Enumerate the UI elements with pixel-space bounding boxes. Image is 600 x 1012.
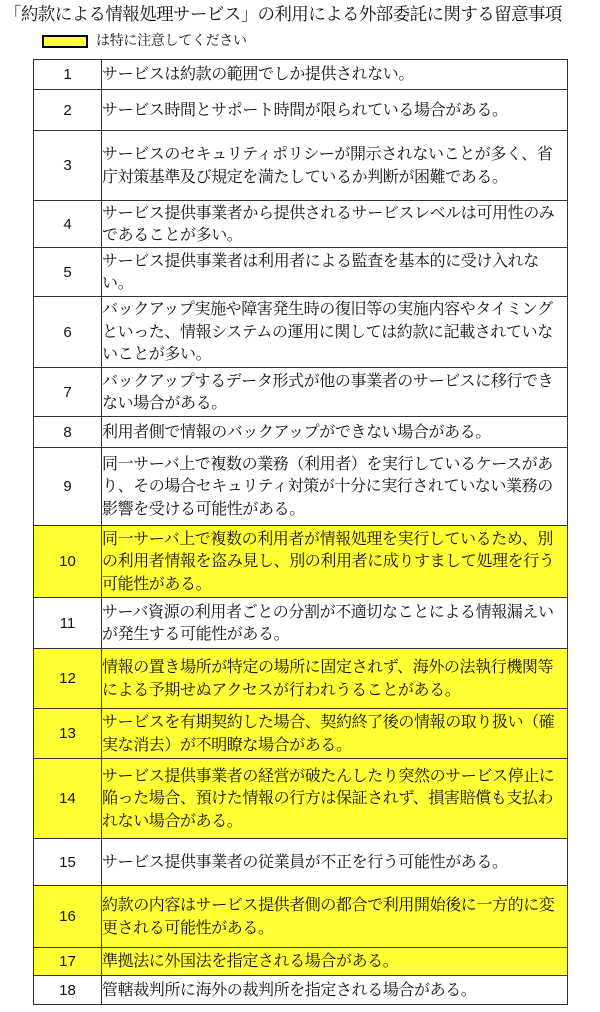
row-number: 2 <box>34 90 102 131</box>
row-text: サービス時間とサポート時間が限られている場合がある。 <box>102 90 568 131</box>
page-title: 「約款による情報処理サービス」の利用による外部委託に関する留意事項 <box>4 5 562 25</box>
row-number: 15 <box>34 839 102 886</box>
row-number: 4 <box>34 201 102 248</box>
legend-text: は特に注意してください <box>96 33 247 49</box>
row-number: 17 <box>34 948 102 976</box>
table-row <box>34 368 568 417</box>
table-row <box>34 248 568 297</box>
row-text: サービスのセキュリティポリシーが開示されないことが多く、省庁対策基準及び規定を満たしているか判断が困難である。 <box>102 131 568 201</box>
table-row <box>34 976 568 1005</box>
row-text: サービス提供事業者は利用者による監査を基本的に受け入れない。 <box>102 248 568 297</box>
row-text: 準拠法に外国法を指定される場合がある。 <box>102 948 568 976</box>
table-row <box>34 131 568 201</box>
table-row <box>34 297 568 368</box>
row-text: サーバ資源の利用者ごとの分割が不適切なことによる情報漏えいが発生する可能性がある。 <box>102 598 568 649</box>
row-number: 16 <box>34 886 102 948</box>
row-text: 約款の内容はサービス提供者側の都合で利用開始後に一方的に変更される可能性がある。 <box>102 886 568 948</box>
table-row <box>34 886 568 948</box>
row-number: 8 <box>34 417 102 448</box>
table-row <box>34 526 568 598</box>
row-number: 10 <box>34 526 102 598</box>
row-text: バックアップ実施や障害発生時の復旧等の実施内容やタイミングといった、情報システムの運用に関しては約款に記載されていないことが多い。 <box>102 297 568 368</box>
legend-highlight-swatch <box>42 35 88 48</box>
row-text: 同一サーバ上で複数の業務（利用者）を実行しているケースがあり、その場合セキュリティ対策が十分に実行されていない業務の影響を受ける可能性がある。 <box>102 448 568 526</box>
row-number: 18 <box>34 976 102 1005</box>
row-text: 同一サーバ上で複数の利用者が情報処理を実行しているため、別の利用者情報を盗み見し、別の利用者に成りすまして処理を行う可能性がある。 <box>102 526 568 598</box>
row-text: サービスを有期契約した場合、契約終了後の情報の取り扱い（確実な消去）が不明瞭な場合がある。 <box>102 709 568 759</box>
table-row <box>34 201 568 248</box>
table-row <box>34 709 568 759</box>
row-number: 9 <box>34 448 102 526</box>
row-number: 7 <box>34 368 102 417</box>
table-row <box>34 417 568 448</box>
table-row <box>34 60 568 90</box>
row-number: 1 <box>34 60 102 90</box>
row-number: 6 <box>34 297 102 368</box>
precautions-table <box>33 59 568 1005</box>
row-text: サービス提供事業者の経営が破たんしたり突然のサービス停止に陥った場合、預けた情報の行方は保証されず、損害賠償も支払われない場合がある。 <box>102 759 568 839</box>
row-number: 11 <box>34 598 102 649</box>
row-text: サービス提供事業者の従業員が不正を行う可能性がある。 <box>102 839 568 886</box>
row-text: 情報の置き場所が特定の場所に固定されず、海外の法執行機関等による予期せぬアクセスが行われうることがある。 <box>102 649 568 709</box>
table-row <box>34 448 568 526</box>
row-number: 14 <box>34 759 102 839</box>
legend <box>42 31 247 51</box>
table-row <box>34 598 568 649</box>
row-text: バックアップするデータ形式が他の事業者のサービスに移行できない場合がある。 <box>102 368 568 417</box>
table-row <box>34 948 568 976</box>
table-row <box>34 90 568 131</box>
row-text: 管轄裁判所に海外の裁判所を指定される場合がある。 <box>102 976 568 1005</box>
table-row <box>34 759 568 839</box>
row-number: 5 <box>34 248 102 297</box>
table-row <box>34 839 568 886</box>
row-number: 12 <box>34 649 102 709</box>
row-number: 3 <box>34 131 102 201</box>
row-text: サービスは約款の範囲でしか提供されない。 <box>102 60 568 90</box>
row-number: 13 <box>34 709 102 759</box>
table-row <box>34 649 568 709</box>
row-text: サービス提供事業者から提供されるサービスレベルは可用性のみであることが多い。 <box>102 201 568 248</box>
row-text: 利用者側で情報のバックアップができない場合がある。 <box>102 417 568 448</box>
